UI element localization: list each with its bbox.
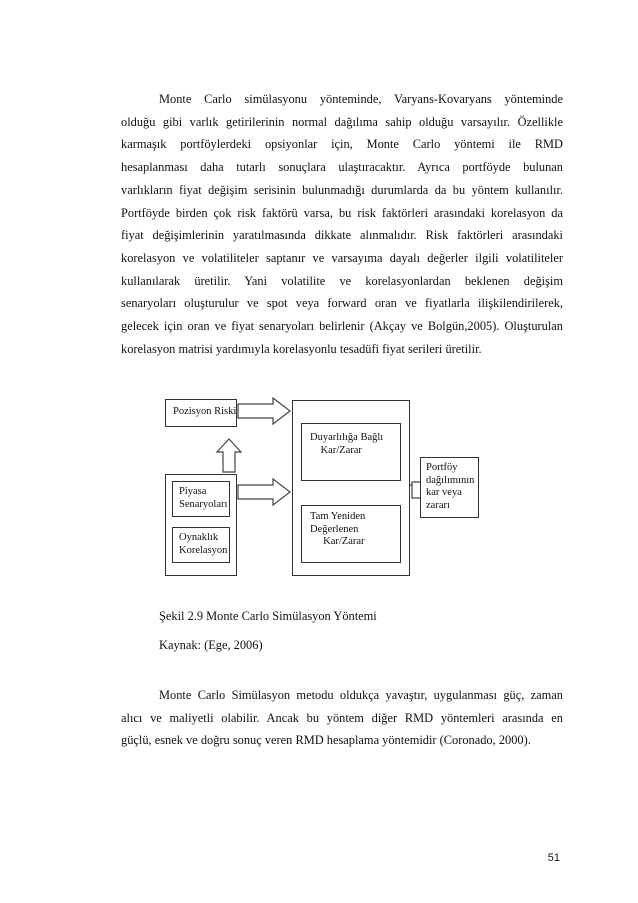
box-label: Piyasa Senaryoları: [179, 486, 228, 510]
text-line: fiyat değişimlerinin yaratılmasında dikkate alınmalıdır. Risk faktörleri arasındaki: [121, 228, 563, 243]
duyarlilik-box: [301, 423, 401, 481]
text-line: olduğu gibi varlık getirilerinin normal dağılıma sahip olduğu varsayılır. Özellikle: [121, 114, 563, 129]
text-line: Monte Carlo simülasyonu yönteminde, Varyans-Kovaryans yönteminde: [159, 92, 563, 106]
box-label: Portföy dağılımının kar veya zararı: [426, 462, 475, 511]
figure-caption: Şekil 2.9 Monte Carlo Simülasyon Yöntemi: [159, 609, 377, 623]
box-label: Duyarlılığa Bağlı Kar/Zarar: [310, 432, 384, 456]
tam-yeniden-box: [301, 505, 401, 563]
text-line: gelecek için oran ve fiyat senaryoları belirlenir (Akçay ve Bolgün,2005). Oluşturulan: [121, 319, 563, 334]
text-line: alıcı ve maliyetli olabilir. Ancak bu yöntem diğer RMD yöntemleri arasında en: [121, 710, 563, 725]
box-label: Tam Yeniden Değerlenen Kar/Zarar: [310, 511, 366, 547]
box-label: Oynaklık Korelasyon: [179, 532, 228, 556]
pozisyon-riski-box: [165, 399, 237, 427]
piyasa-senaryolari-box: [172, 481, 230, 517]
portfoy-box: [420, 457, 479, 518]
text-line: senaryoları oluşturulur ve spot veya forward oran ve fiyatlarla ilişkilendirilerek,: [121, 296, 563, 311]
text-line: korelasyon ve volatiliteler saptanır ve varsayıma dayalı değerler ilgili volatiliteler: [121, 250, 563, 265]
text-line: hesaplanması daha tutarlı sonuçlara ulaştıracaktır. Ayrıca portföyde bulunan: [121, 160, 563, 175]
paragraph-2: [121, 684, 563, 752]
box-label: Pozisyon Riski: [173, 406, 237, 417]
page-number: 51: [547, 852, 560, 864]
arrow-right-icon: [238, 479, 290, 505]
left-group-box: [165, 474, 237, 576]
text-line: güçlü, esnek ve doğru sonuç veren RMD hesaplama yöntemidir (Coronado, 2000).: [121, 733, 531, 748]
text-line: Portföyde birden çok risk faktörü varsa, bu risk faktörleri arasındaki korelasyon da: [121, 205, 563, 220]
text-line: karmaşık portföylerdeki opsiyonlar için, Monte Carlo yöntemi ile RMD: [121, 137, 563, 152]
text-line: kullanılarak üretilir. Yani volatilite ve korelasyonlardan beklenen değişim: [121, 273, 563, 288]
arrow-up-icon: [217, 439, 241, 472]
arrow-right-icon: [238, 398, 290, 424]
figure-source: Kaynak: (Ege, 2006): [159, 638, 263, 652]
text-line: Monte Carlo Simülasyon metodu oldukça yavaştır, uygulanması güç, zaman: [159, 688, 563, 702]
text-line: korelasyon matrisi yardımıyla korelasyonlu tesadüfi fiyat serileri üretilir.: [121, 341, 482, 356]
center-group-box: [292, 400, 410, 576]
oynaklik-korelasyon-box: [172, 527, 230, 563]
text-line: varlıkların fiyat değişim serisinin bulunmadığı durumlarda da bu yöntem kullanılır.: [121, 182, 563, 197]
